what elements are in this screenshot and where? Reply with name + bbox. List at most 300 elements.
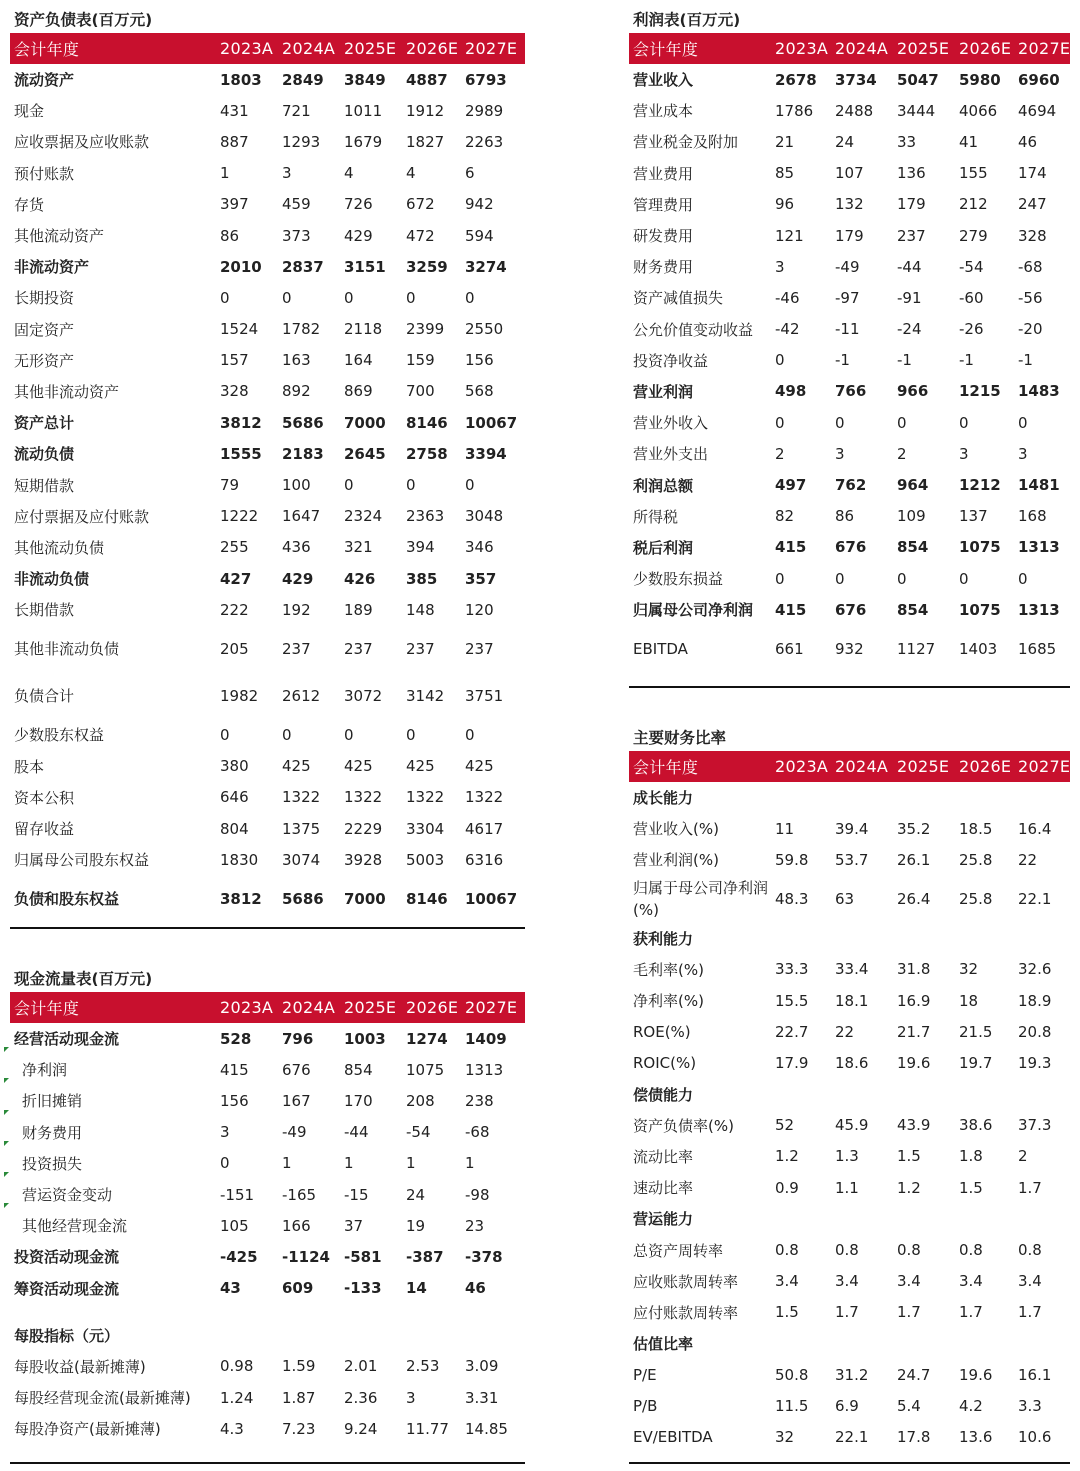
row-label: 营业利润(%) (633, 851, 719, 870)
row-label: 少数股东权益 (14, 726, 105, 745)
row-value: -151 (220, 1185, 255, 1204)
row-label: 速动比率 (633, 1179, 694, 1198)
table-row (10, 469, 525, 500)
row-value: 33.4 (835, 960, 869, 979)
row-value: 429 (282, 569, 314, 588)
section-row (629, 1203, 1070, 1234)
row-value: 22.1 (835, 1428, 869, 1447)
section-label: 偿债能力 (633, 1085, 694, 1104)
row-value: 0 (959, 569, 969, 588)
row-label: 营业收入 (633, 71, 694, 90)
table-row (10, 1085, 525, 1116)
row-value: 1 (344, 1154, 354, 1173)
year-header: 2025E (340, 992, 402, 1023)
row-value: 31.8 (897, 960, 931, 979)
row-value: -42 (775, 320, 800, 339)
row-value: 21.7 (897, 1022, 931, 1041)
row-value: 4.3 (220, 1419, 244, 1438)
row-value: 2010 (220, 257, 262, 276)
row-value: -44 (897, 257, 922, 276)
income-table (629, 33, 1070, 672)
row-value: 18.6 (835, 1053, 869, 1072)
row-value: -1124 (282, 1247, 330, 1266)
row-value: 3074 (282, 850, 321, 869)
row-value: -54 (406, 1123, 431, 1142)
row-value: 32 (959, 960, 979, 979)
row-value: 6316 (465, 850, 504, 869)
row-label: 股本 (14, 757, 45, 776)
row-value: 594 (465, 226, 494, 245)
row-label: ROE(%) (633, 1022, 691, 1041)
row-label: EV/EBITDA (633, 1428, 713, 1447)
row-value: 205 (220, 639, 249, 658)
table-row (629, 1172, 1070, 1203)
row-value: 1 (220, 164, 230, 183)
row-label: 利润总额 (633, 476, 694, 495)
row-value: 966 (897, 382, 929, 401)
table-row (629, 1359, 1070, 1390)
row-value: 2.53 (406, 1357, 440, 1376)
row-value: 19.6 (959, 1365, 993, 1384)
row-value: 35.2 (897, 819, 931, 838)
row-value: 212 (959, 195, 988, 214)
year-header: 2027E (461, 992, 525, 1023)
row-value: -60 (959, 288, 984, 307)
row-label: 应付票据及应付账款 (14, 507, 150, 526)
row-label: 其他流动资产 (14, 227, 105, 246)
row-value: 3.09 (465, 1357, 499, 1376)
row-value: 8146 (406, 889, 448, 908)
row-value: 426 (344, 569, 376, 588)
table-header-row (629, 33, 1070, 64)
row-value: 2263 (465, 132, 504, 151)
row-label: 少数股东损益 (633, 570, 724, 589)
row-value: 11.77 (406, 1419, 449, 1438)
row-value: 854 (897, 600, 929, 619)
table-header-row (10, 33, 525, 64)
table-row (629, 407, 1070, 438)
row-value: 32.6 (1018, 960, 1052, 979)
row-value: 1830 (220, 850, 259, 869)
row-value: 10067 (465, 889, 518, 908)
row-label: 营业利润 (633, 382, 694, 401)
row-label: 净利润 (10, 1054, 216, 1085)
row-value: 17.8 (897, 1428, 931, 1447)
row-value: 1.7 (835, 1303, 859, 1322)
row-value: 2 (897, 444, 907, 463)
row-value: 6960 (1018, 70, 1060, 89)
year-header: 2026E (402, 33, 461, 64)
row-value: 4617 (465, 819, 504, 838)
header-label: 会计年度 (10, 992, 216, 1023)
row-value: 0.98 (220, 1357, 254, 1376)
row-value: 385 (406, 569, 438, 588)
table-row (10, 1241, 525, 1272)
row-value: 3 (1018, 444, 1028, 463)
row-value: 208 (406, 1091, 435, 1110)
row-value: 19.6 (897, 1053, 931, 1072)
row-value: -20 (1018, 320, 1043, 339)
row-value: 373 (282, 226, 311, 245)
section-label: 营运能力 (633, 1210, 694, 1229)
row-value: 762 (835, 476, 867, 495)
row-label: 公允价值变动收益 (633, 320, 754, 339)
row-value: -1 (1018, 351, 1033, 370)
table-row (629, 189, 1070, 220)
row-value: 380 (220, 757, 249, 776)
row-label: 总资产周转率 (633, 1241, 724, 1260)
row-value: 3444 (897, 101, 936, 120)
row-value: 1.2 (775, 1147, 799, 1166)
row-value: 3151 (344, 257, 386, 276)
row-label: 长期投资 (14, 289, 75, 308)
row-label: 资产负债率(%) (633, 1116, 734, 1135)
row-value: 887 (220, 132, 249, 151)
row-value: -11 (835, 320, 860, 339)
row-label: 每股经营现金流(最新摊薄) (14, 1389, 191, 1408)
row-value: 1.5 (959, 1178, 983, 1197)
row-value: 1003 (344, 1029, 386, 1048)
row-value: 3072 (344, 686, 383, 705)
row-value: 1.5 (775, 1303, 799, 1322)
year-header: 2027E (1014, 751, 1070, 782)
row-value: 170 (344, 1091, 373, 1110)
row-value: 3.31 (465, 1388, 499, 1407)
year-header: 2026E (402, 992, 461, 1023)
row-label: 现金 (14, 102, 45, 121)
row-value: 0 (406, 725, 416, 744)
row-label: 投资净收益 (633, 351, 709, 370)
year-header: 2027E (1014, 33, 1070, 64)
row-label: 预付账款 (14, 164, 75, 183)
row-value: 0 (835, 413, 845, 432)
row-value: 137 (959, 507, 988, 526)
row-value: 3 (220, 1123, 230, 1142)
row-value: -56 (1018, 288, 1043, 307)
cashflow-title: 现金流量表(百万元) (14, 970, 153, 988)
row-value: 2363 (406, 507, 445, 526)
row-value: 222 (220, 600, 249, 619)
table-row (10, 782, 525, 813)
row-value: 0 (282, 725, 292, 744)
table-row (10, 282, 525, 313)
row-value: -26 (959, 320, 984, 339)
row-value: 1912 (406, 101, 445, 120)
row-value: 18.1 (835, 991, 869, 1010)
row-value: 85 (775, 164, 795, 183)
row-value: 22.1 (1018, 890, 1052, 909)
row-label: 其他经营现金流 (10, 1210, 216, 1241)
row-value: 1.87 (282, 1388, 316, 1407)
table-row (10, 719, 525, 750)
row-value: 45.9 (835, 1116, 869, 1135)
row-value: -1 (897, 351, 912, 370)
row-value: 3751 (465, 686, 504, 705)
section-rule (10, 1462, 525, 1464)
row-label: 营业外收入 (633, 414, 709, 433)
section-rule (10, 927, 525, 929)
year-header: 2026E (955, 751, 1014, 782)
year-header: 2023A (216, 992, 278, 1023)
balance-sheet-title: 资产负债表(百万元) (14, 11, 153, 29)
section-rule (629, 1462, 1070, 1464)
row-label: 毛利率(%) (633, 960, 704, 979)
row-value: 1524 (220, 320, 259, 339)
row-value: 50.8 (775, 1365, 809, 1384)
balance-sheet-table (10, 33, 525, 922)
row-value: 16.1 (1018, 1365, 1052, 1384)
row-value: 179 (835, 226, 864, 245)
row-value: 415 (775, 600, 807, 619)
row-value: 0.9 (775, 1178, 799, 1197)
row-value: 0.8 (959, 1241, 983, 1260)
row-value: -1 (959, 351, 974, 370)
row-value: 1685 (1018, 639, 1057, 658)
row-value: -24 (897, 320, 922, 339)
row-value: 9.24 (344, 1419, 378, 1438)
row-value: 2837 (282, 257, 324, 276)
row-value: 1.1 (835, 1178, 859, 1197)
row-value: 15.5 (775, 991, 809, 1010)
table-row (10, 813, 525, 844)
row-value: -133 (344, 1279, 382, 1298)
row-label: 非流动负债 (14, 570, 90, 589)
table-row (629, 501, 1070, 532)
row-value: 1679 (344, 132, 383, 151)
row-value: 167 (282, 1091, 311, 1110)
row-value: 796 (282, 1029, 314, 1048)
row-value: 425 (282, 757, 311, 776)
row-label: 应收票据及应收账款 (14, 133, 150, 152)
row-value: -49 (282, 1123, 307, 1142)
row-value: -54 (959, 257, 984, 276)
table-row (629, 282, 1070, 313)
row-label: 固定资产 (14, 320, 75, 339)
row-label: 流动负债 (14, 445, 75, 464)
row-value: 3 (775, 257, 785, 276)
table-row (629, 1047, 1070, 1078)
row-value: 166 (282, 1216, 311, 1235)
table-row (629, 532, 1070, 563)
row-value: 5686 (282, 889, 324, 908)
row-value: 854 (344, 1060, 373, 1079)
table-row (629, 813, 1070, 844)
row-value: 25.8 (959, 850, 993, 869)
row-label: 归属母公司股东权益 (14, 851, 150, 870)
row-value: 132 (835, 195, 864, 214)
table-row (10, 251, 525, 282)
row-value: 247 (1018, 195, 1047, 214)
row-label: 管理费用 (633, 195, 694, 214)
row-value: 661 (775, 639, 804, 658)
row-value: 3394 (465, 444, 507, 463)
row-value: 19.3 (1018, 1053, 1052, 1072)
row-value: 279 (959, 226, 988, 245)
row-value: 2849 (282, 70, 324, 89)
row-value: 1.7 (959, 1303, 983, 1322)
row-value: 63 (835, 890, 855, 909)
row-value: 1403 (959, 639, 998, 658)
row-value: 19 (406, 1216, 426, 1235)
row-label: 投资损失 (10, 1148, 216, 1179)
cashflow-table (10, 992, 525, 1444)
table-row (629, 876, 1070, 923)
table-row (10, 1179, 525, 1210)
row-value: 46 (465, 1279, 486, 1298)
table-row (10, 95, 525, 126)
row-value: 2183 (282, 444, 324, 463)
table-row (10, 220, 525, 251)
row-value: 82 (775, 507, 795, 526)
row-value: -15 (344, 1185, 369, 1204)
row-value: 3812 (220, 889, 262, 908)
row-value: 168 (1018, 507, 1047, 526)
row-value: 0 (775, 413, 785, 432)
row-value: 766 (835, 382, 867, 401)
row-value: 1075 (406, 1060, 445, 1079)
row-value: 0 (344, 725, 354, 744)
row-value: 721 (282, 101, 311, 120)
header-label: 会计年度 (629, 33, 771, 64)
row-value: 7000 (344, 889, 386, 908)
row-value: 120 (465, 600, 494, 619)
row-value: 3.4 (897, 1272, 921, 1291)
section-row (629, 782, 1070, 813)
row-value: 0 (835, 569, 845, 588)
row-value: 11 (775, 819, 795, 838)
row-value: 3 (835, 444, 845, 463)
row-value: 397 (220, 195, 249, 214)
year-header: 2024A (278, 992, 340, 1023)
row-value: 3142 (406, 686, 445, 705)
table-row (629, 376, 1070, 407)
row-value: 38.6 (959, 1116, 993, 1135)
row-value: -581 (344, 1247, 382, 1266)
row-value: 156 (465, 351, 494, 370)
row-value: 1786 (775, 101, 814, 120)
row-value: 1322 (465, 788, 504, 807)
row-value: 174 (1018, 164, 1047, 183)
table-header-row (629, 751, 1070, 782)
row-value: 19.7 (959, 1053, 993, 1072)
row-value: 3 (406, 1388, 416, 1407)
table-row (10, 1117, 525, 1148)
table-row (10, 438, 525, 469)
row-value: 3734 (835, 70, 877, 89)
row-value: 1375 (282, 819, 321, 838)
pershare-title-row (10, 1320, 525, 1351)
spacer-row (10, 1304, 525, 1320)
year-header: 2023A (771, 751, 831, 782)
row-value: 0.8 (835, 1241, 859, 1260)
row-label: 研发费用 (633, 227, 694, 246)
row-label: 每股净资产(最新摊薄) (14, 1420, 161, 1439)
row-value: 31.2 (835, 1365, 869, 1384)
row-label: 其他非流动资产 (14, 382, 120, 401)
year-header: 2024A (278, 33, 340, 64)
row-label: 应收账款周转率 (633, 1272, 739, 1291)
row-value: 18 (959, 991, 979, 1010)
row-label: 税后利润 (633, 538, 694, 557)
row-value: 26.1 (897, 850, 931, 869)
row-value: 4.2 (959, 1396, 983, 1415)
row-value: 2758 (406, 444, 448, 463)
row-value: 0 (1018, 569, 1028, 588)
row-value: 13.6 (959, 1428, 993, 1447)
row-label: 其他流动负债 (14, 538, 105, 557)
row-value: 1647 (282, 507, 321, 526)
row-value: 869 (344, 382, 373, 401)
row-value: 964 (897, 476, 929, 495)
table-row (10, 158, 525, 189)
section-row (629, 1328, 1070, 1359)
table-row (629, 438, 1070, 469)
table-row (629, 95, 1070, 126)
row-value: 33.3 (775, 960, 809, 979)
row-value: -68 (1018, 257, 1043, 276)
row-label: 投资活动现金流 (14, 1248, 120, 1267)
row-value: 237 (344, 639, 373, 658)
row-value: 21 (775, 132, 795, 151)
row-value: 179 (897, 195, 926, 214)
row-label: 财务费用 (633, 258, 694, 277)
table-row (10, 1054, 525, 1085)
row-value: 2 (775, 444, 785, 463)
table-row (10, 751, 525, 782)
row-value: -98 (465, 1185, 490, 1204)
row-label: 资产减值损失 (633, 289, 724, 308)
row-value: 237 (465, 639, 494, 658)
row-value: 1409 (465, 1029, 507, 1048)
row-label: 负债合计 (14, 687, 75, 706)
row-value: 2.36 (344, 1388, 378, 1407)
row-value: 3048 (465, 507, 504, 526)
row-value: 157 (220, 351, 249, 370)
row-value: 2612 (282, 686, 321, 705)
year-header: 2023A (771, 33, 831, 64)
header-label: 会计年度 (10, 33, 216, 64)
section-label: 估值比率 (633, 1335, 694, 1354)
row-value: 7.23 (282, 1419, 316, 1438)
row-value: 1.7 (1018, 1178, 1042, 1197)
pershare-title: 每股指标（元） (14, 1326, 120, 1345)
row-label: 经营活动现金流 (14, 1030, 120, 1049)
row-value: 1.7 (897, 1303, 921, 1322)
row-value: 37.3 (1018, 1116, 1052, 1135)
row-value: 16.4 (1018, 819, 1052, 838)
row-value: 1212 (959, 476, 1001, 495)
table-row (629, 985, 1070, 1016)
row-value: 189 (344, 600, 373, 619)
row-value: 0 (775, 351, 785, 370)
row-value: 3259 (406, 257, 448, 276)
row-value: 1075 (959, 600, 1001, 619)
row-value: 1322 (282, 788, 321, 807)
row-value: 1274 (406, 1029, 448, 1048)
row-value: 18.5 (959, 819, 993, 838)
row-value: 646 (220, 788, 249, 807)
row-value: 0 (220, 1154, 230, 1173)
table-row (629, 844, 1070, 875)
row-value: 5980 (959, 70, 1001, 89)
table-row (10, 1413, 525, 1444)
table-row (10, 314, 525, 345)
row-value: -378 (465, 1247, 503, 1266)
row-value: 16.9 (897, 991, 931, 1010)
row-value: 17.9 (775, 1053, 809, 1072)
row-value: 22.7 (775, 1022, 809, 1041)
row-value: 5003 (406, 850, 445, 869)
